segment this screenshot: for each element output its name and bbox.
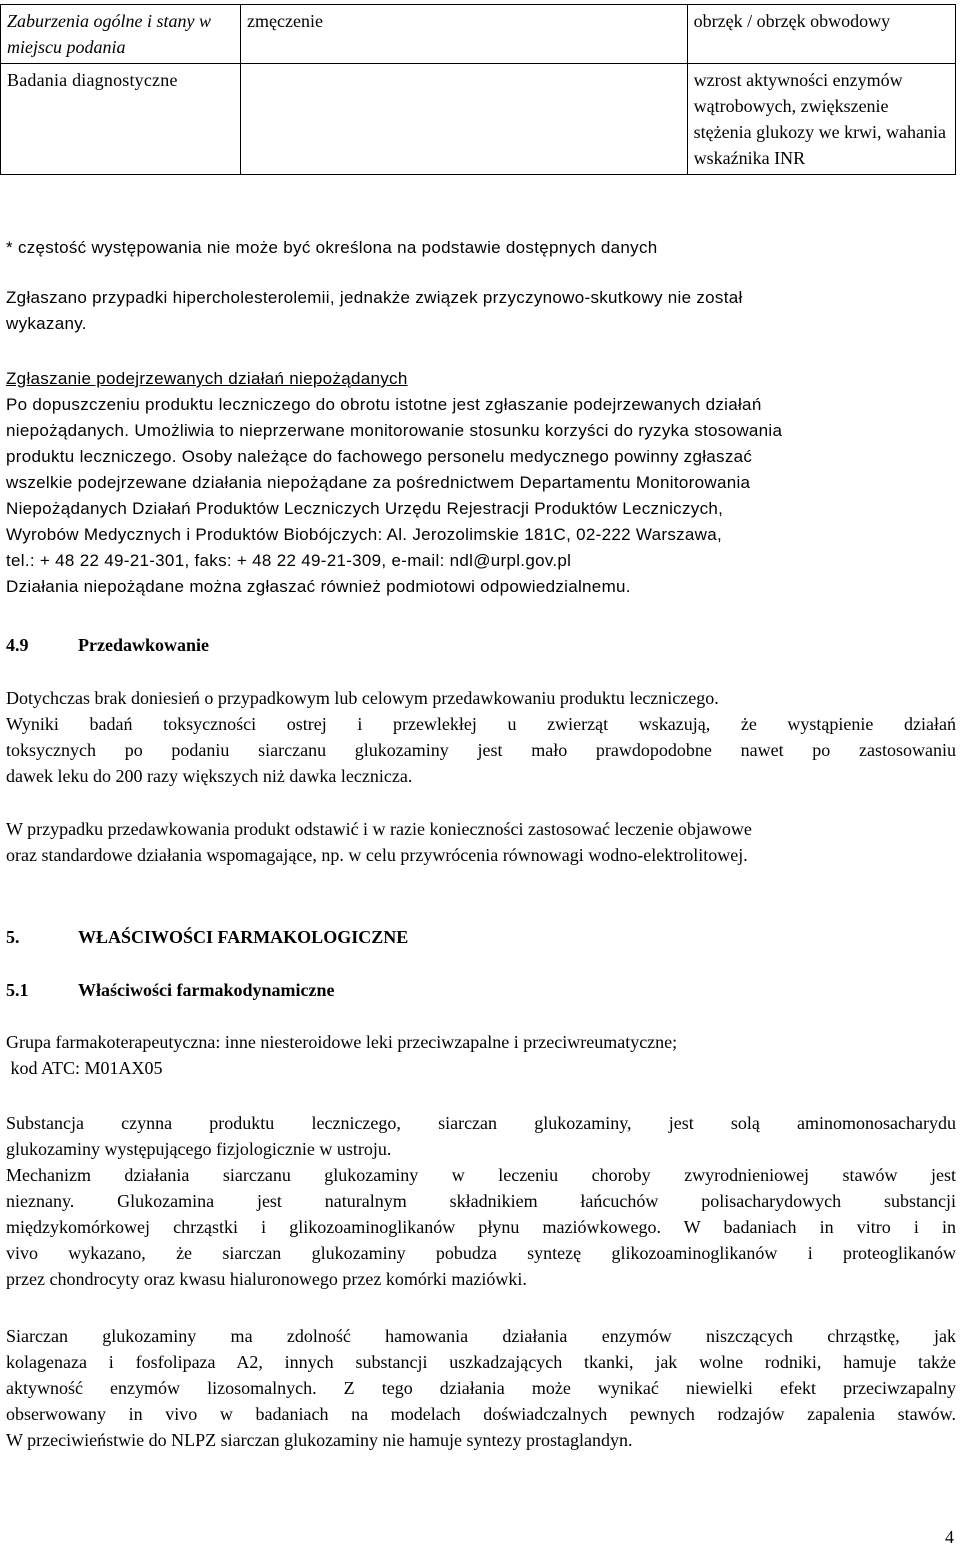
section-heading-5-1	[6, 977, 334, 1003]
table-footnote: * częstość występowania nie może być określona na podstawie dostępnych danych	[6, 238, 658, 257]
section-title: Przedawkowanie	[78, 635, 209, 655]
table-cell-category: Zaburzenia ogólne i stany w miejscu podania	[1, 5, 241, 64]
text-line: dawek leku do 200 razy większych niż dawka lecznicza.	[6, 766, 413, 786]
adverse-effects-table	[0, 4, 956, 175]
text-line: produktu leczniczego. Osoby należące do fachowego personelu medycznego powinny zgłaszać	[6, 447, 753, 466]
text-line: Siarczan glukozaminy ma zdolność hamowania działania enzymów niszczących chrząstkę, jak	[6, 1326, 956, 1346]
reporting-title: Zgłaszanie podejrzewanych działań niepożądanych	[6, 369, 408, 388]
section-heading-5	[6, 924, 408, 950]
enzyme-inhibition-paragraph	[6, 1323, 956, 1453]
table-cell-category: Badania diagnostyczne	[1, 64, 241, 175]
hypercholesterolemia-note	[6, 285, 956, 337]
text-line: kolagenaza i fosfolipaza A2, innych substancji uszkadzających tkanki, jak wolne rodniki, hamuje także	[6, 1352, 956, 1372]
text-line: wszelkie podejrzewane działania niepożądane za pośrednictwem Departamentu Monitorowania	[6, 473, 751, 492]
atc-code: kod ATC: M01AX05	[6, 1058, 163, 1078]
text-line: przez chondrocyty oraz kwasu hialuronowego przez komórki maziówki.	[6, 1269, 527, 1289]
text-line: Substancja czynna produktu leczniczego, siarczan glukozaminy, jest solą aminomonosacharydu	[6, 1113, 956, 1133]
text-line: niepożądanych. Umożliwia to nieprzerwane monitorowanie stosunku korzyści do ryzyka stosowania	[6, 421, 783, 440]
table-cell: zmęczenie	[241, 5, 688, 64]
text-line: Niepożądanych Działań Produktów Leczniczych Urzędu Rejestracji Produktów Leczniczych,	[6, 499, 724, 518]
table-cell	[241, 64, 688, 175]
text-line: Po dopuszczeniu produktu leczniczego do obrotu istotne jest zgłaszanie podejrzewanych działań	[6, 395, 762, 414]
table-cell: obrzęk / obrzęk obwodowy	[687, 5, 955, 64]
section-heading-4-9	[6, 632, 209, 658]
mechanism-paragraph	[6, 1110, 956, 1292]
text-line: obserwowany in vivo w badaniach na modelach doświadczalnych pewnych rodzajów zapalenia stawów.	[6, 1404, 956, 1424]
text-line: W przeciwieństwie do NLPZ siarczan glukozaminy nie hamuje syntezy prostaglandyn.	[6, 1430, 633, 1450]
table-row	[1, 64, 956, 175]
text-line: vivo wykazano, że siarczan glukozaminy pobudza syntezę glikozoaminoglikanów i proteoglikanów	[6, 1243, 956, 1263]
text-line: toksycznych po podaniu siarczanu glukozaminy jest mało prawdopodobne nawet po zastosowaniu	[6, 740, 956, 760]
text-line: Dotychczas brak doniesień o przypadkowym lub celowym przedawkowaniu produktu leczniczego.	[6, 688, 719, 708]
adverse-reaction-reporting	[6, 366, 956, 600]
text-line: tel.: + 48 22 49-21-301, faks: + 48 22 49-21-309, e-mail: ndl@urpl.gov.pl	[6, 551, 572, 570]
table-cell: wzrost aktywności enzymów wątrobowych, zwiększenie stężenia glukozy we krwi, wahania wskaźnika INR	[687, 64, 955, 175]
text-line: W przypadku przedawkowania produkt odstawić i w razie konieczności zastosować leczenie objawowe	[6, 819, 752, 839]
section-title: Właściwości farmakodynamiczne	[78, 980, 335, 1000]
text-line: glukozaminy występującego fizjologicznie w ustroju.	[6, 1139, 392, 1159]
text-line: oraz standardowe działania wspomagające, np. w celu przywrócenia równowagi wodno-elektrolitowej.	[6, 845, 748, 865]
text-line: Zgłaszano przypadki hipercholesterolemii, jednakże związek przyczynowo-skutkowy nie został	[6, 288, 743, 307]
text-line: międzykomórkowej chrząstki i glikozoaminoglikanów płynu maziówkowego. W badaniach in vitro i in	[6, 1217, 956, 1237]
text-line: Mechanizm działania siarczanu glukozaminy w leczeniu choroby zwyrodnieniowej stawów jest	[6, 1165, 956, 1185]
text-line: nieznany. Glukozamina jest naturalnym składnikiem łańcuchów polisacharydowych substancji	[6, 1191, 956, 1211]
text-line: aktywność enzymów lizosomalnych. Z tego działania może wynikać niewielki efekt przeciwzapalny	[6, 1378, 956, 1398]
pharmacotherapeutic-group	[6, 1029, 956, 1081]
section-number: 5.1	[6, 980, 29, 1000]
overdose-treatment-paragraph	[6, 816, 956, 868]
table-row	[1, 5, 956, 64]
section-number: 4.9	[6, 635, 29, 655]
section-number: 5.	[6, 927, 20, 947]
page-number: 4	[945, 1527, 954, 1547]
text-line: Wyrobów Medycznych i Produktów Biobójczych: Al. Jerozolimskie 181C, 02-222 Warszawa,	[6, 525, 723, 544]
text-line: Działania niepożądane można zgłaszać również podmiotowi odpowiedzialnemu.	[6, 577, 631, 596]
text-line: wykazany.	[6, 314, 87, 333]
text-line: Wyniki badań toksyczności ostrej i przewlekłej u zwierząt wskazują, że wystąpienie działań	[6, 714, 956, 734]
overdose-paragraph	[6, 685, 956, 789]
text-line: Grupa farmakoterapeutyczna: inne niesteroidowe leki przeciwzapalne i przeciwreumatyczne;	[6, 1032, 678, 1052]
section-title: WŁAŚCIWOŚCI FARMAKOLOGICZNE	[78, 927, 409, 947]
